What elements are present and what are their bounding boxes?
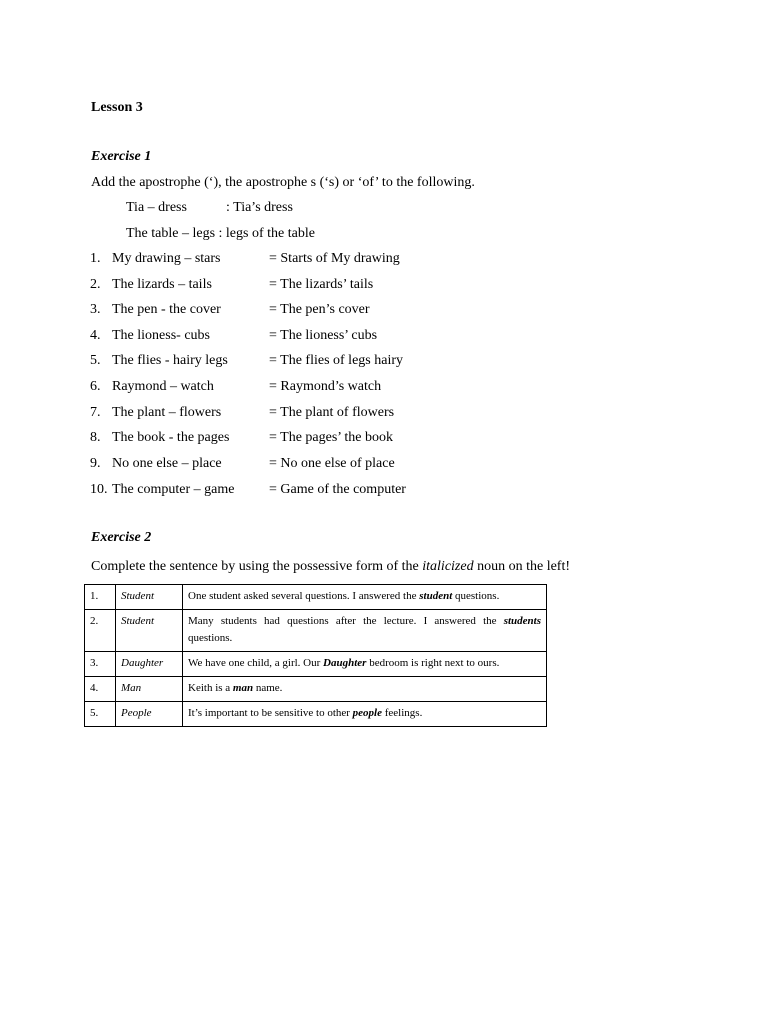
sentence-start: It’s important to be sensitive to other: [188, 707, 353, 719]
table-row: [85, 652, 547, 677]
item-answer: = The lizards’ tails: [269, 277, 374, 292]
item-pair: The lizards – tails: [112, 277, 212, 292]
row-number: 2.: [85, 610, 116, 652]
sentence-start: One student asked several questions. I answered the: [188, 590, 420, 602]
item-answer: = No one else of place: [269, 456, 395, 471]
instruction-italic: italicized: [422, 559, 474, 574]
row-noun: Student: [116, 610, 183, 652]
list-item: [90, 328, 377, 344]
item-pair: The computer – game: [112, 482, 235, 497]
sentence-start: We have one child, a girl. Our: [188, 657, 324, 669]
item-pair: Raymond – watch: [112, 379, 214, 394]
row-number: 1.: [85, 585, 116, 610]
item-number: 2.: [90, 277, 101, 292]
sentence-noun: student: [419, 590, 453, 602]
item-pair: The lioness- cubs: [112, 328, 210, 343]
item-pair: The pen - the cover: [112, 302, 221, 317]
example2: The table – legs : legs of the table: [126, 226, 315, 241]
sentence-noun: students: [503, 615, 541, 627]
row-sentence: [183, 702, 547, 727]
sentence-end: questions.: [188, 632, 233, 644]
table-row: [85, 585, 547, 610]
item-answer: = The pages’ the book: [269, 430, 394, 445]
list-item: [90, 482, 406, 498]
item-number: 10.: [90, 482, 108, 497]
item-number: 3.: [90, 302, 101, 317]
row-sentence: [183, 610, 547, 652]
item-number: 6.: [90, 379, 101, 394]
sentence-noun: people: [352, 707, 382, 719]
table-row: [85, 677, 547, 702]
row-noun: Man: [116, 677, 183, 702]
item-answer: = Starts of My drawing: [269, 251, 400, 266]
sentence-end: name.: [253, 682, 283, 694]
item-answer: = The flies of legs hairy: [269, 353, 403, 368]
table-row: [85, 702, 547, 727]
row-sentence: [183, 585, 547, 610]
list-item: [90, 430, 393, 446]
row-number: 3.: [85, 652, 116, 677]
item-number: 1.: [90, 251, 101, 266]
list-item: [90, 353, 403, 369]
exercise1-instruction: Add the apostrophe (‘), the apostrophe s (‘s) or ‘of’ to the following.: [91, 175, 475, 190]
list-item: [90, 379, 381, 395]
instruction-text: Complete the sentence by using the possessive form of the: [91, 559, 423, 574]
row-noun: People: [116, 702, 183, 727]
row-number: 4.: [85, 677, 116, 702]
instruction-text-end: noun on the left!: [473, 559, 571, 574]
item-number: 8.: [90, 430, 101, 445]
sentence-end: feelings.: [382, 707, 423, 719]
item-answer: = Raymond’s watch: [269, 379, 382, 394]
item-answer: = Game of the computer: [269, 482, 406, 497]
list-item: [90, 251, 400, 267]
item-pair: The plant – flowers: [112, 405, 222, 420]
sentence-end: bedroom is right next to ours.: [366, 657, 500, 669]
table-row: [85, 610, 547, 652]
row-sentence: [183, 652, 547, 677]
item-number: 5.: [90, 353, 101, 368]
row-number: 5.: [85, 702, 116, 727]
item-pair: No one else – place: [112, 456, 222, 471]
exercise1-title: Exercise 1: [91, 149, 152, 164]
list-item: [90, 405, 394, 421]
example1-left: Tia – dress: [126, 200, 187, 215]
list-item: [90, 302, 370, 318]
item-answer: = The plant of flowers: [269, 405, 395, 420]
list-item: [90, 277, 373, 293]
item-pair: My drawing – stars: [112, 251, 221, 266]
exercise2-table: [84, 584, 547, 727]
lesson-title: Lesson 3: [91, 100, 143, 115]
sentence-noun: man: [232, 682, 254, 694]
item-number: 7.: [90, 405, 101, 420]
row-sentence: [183, 677, 547, 702]
exercise2-title: Exercise 2: [91, 530, 152, 545]
item-number: 4.: [90, 328, 101, 343]
item-pair: The flies - hairy legs: [112, 353, 228, 368]
sentence-noun: Daughter: [323, 657, 367, 669]
list-item: [90, 456, 395, 472]
example1-right: : Tia’s dress: [226, 200, 293, 215]
sentence-start: Many students had questions after the lecture. I answered the: [188, 615, 504, 627]
sentence-end: questions.: [452, 590, 500, 602]
row-noun: Student: [116, 585, 183, 610]
row-noun: Daughter: [116, 652, 183, 677]
item-answer: = The lioness’ cubs: [269, 328, 378, 343]
item-answer: = The pen’s cover: [269, 302, 370, 317]
item-pair: The book - the pages: [112, 430, 230, 445]
sentence-start: Keith is a: [188, 682, 233, 694]
item-number: 9.: [90, 456, 101, 471]
exercise2-instruction: [91, 559, 570, 575]
